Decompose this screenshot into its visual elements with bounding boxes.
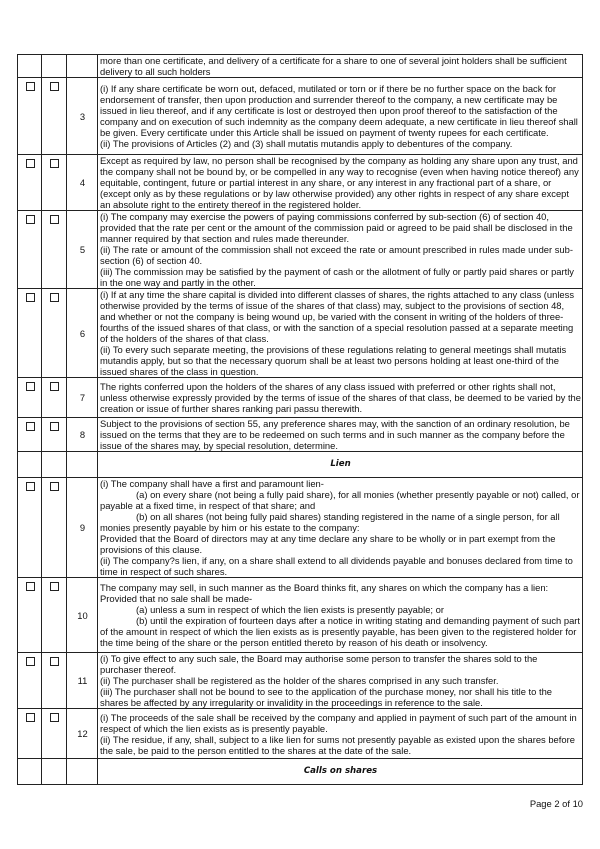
section-heading: Lien <box>330 459 351 469</box>
article-text-cell <box>98 211 583 289</box>
checkbox-first[interactable] <box>26 159 35 168</box>
article-row <box>18 211 583 289</box>
article-number: 10 <box>67 578 98 653</box>
article-paragraph: (b) until the expiration of fourteen days after a notice in writing stating and demanding payment of such part of the amount in respect of which the lien exists as is presently payable, has been given to the registered holder for the time being of the share or the person entitled thereto by reason of his death or insolvency. <box>100 615 581 648</box>
article-row <box>18 578 583 653</box>
article-paragraph: (iii) The commission may be satisfied by the payment of cash or the allotment of fully or partly paid shares or partly in the one way and partly in the other. <box>100 266 574 288</box>
checkbox-first-cell <box>18 378 42 418</box>
checkbox-first-cell <box>18 452 42 478</box>
article-text-cell <box>98 709 583 759</box>
article-paragraph: (b) on all shares (not being fully paid shares) standing registered in the name of a single person, for all monies presently payable by him or his estate to the company: <box>100 511 560 533</box>
article-row <box>18 289 583 378</box>
checkbox-first-cell <box>18 578 42 653</box>
checkbox-first-cell <box>18 759 42 785</box>
article-paragraph: Provided that the Board of directors may at any time declare any share to be wholly or in part exempt from the provisions of this clause. <box>100 533 556 555</box>
checkbox-first-cell <box>18 155 42 211</box>
checkbox-first[interactable] <box>26 82 35 91</box>
article-text-cell <box>98 155 583 211</box>
article-number: 4 <box>67 155 98 211</box>
page-number: Page 2 of 10 <box>529 798 583 809</box>
article-text-cell <box>98 578 583 653</box>
checkbox-second-cell <box>42 211 67 289</box>
checkbox-first[interactable] <box>26 215 35 224</box>
checkbox-second-cell <box>42 759 67 785</box>
checkbox-second[interactable] <box>50 159 59 168</box>
checkbox-second-cell <box>42 418 67 452</box>
article-paragraph: (i) If at any time the share capital is divided into different classes of shares, the rights attached to any class (unless otherwise provided by the terms of issue of the shares of that class) may, subject to the provisions of section 48, and whether or not the company is being wound up, be varied with the consent in writing of the holders of three-fourths of the issued shares of that class, or with the sanction of a special resolution passed at a separate meeting of the holders of the shares of that class. <box>100 289 575 344</box>
article-row <box>18 709 583 759</box>
article-paragraph: (a) unless a sum in respect of which the lien exists is presently payable; or <box>136 604 444 615</box>
article-paragraph: Subject to the provisions of section 55, any preference shares may, with the sanction of an ordinary resolution, be issued on the terms that they are to be redeemed on such terms and in such manner as the company before the issue of the shares may, by special resolution, determine. <box>100 418 570 451</box>
article-number: 12 <box>67 709 98 759</box>
article-text-cell <box>98 378 583 418</box>
article-number: 8 <box>67 418 98 452</box>
section-heading: Calls on shares <box>303 766 378 776</box>
checkbox-second-cell <box>42 289 67 378</box>
checkbox-second-cell <box>42 378 67 418</box>
article-paragraph: (iii) The purchaser shall not be bound to see to the application of the purchase money, nor shall his title to the shares be affected by any irregularity or invalidity in the proceedings in reference to the sale. <box>100 686 553 708</box>
section-heading-row <box>18 759 583 785</box>
checkbox-second-cell <box>42 452 67 478</box>
checkbox-first[interactable] <box>26 293 35 302</box>
article-row <box>18 155 583 211</box>
checkbox-second-cell <box>42 578 67 653</box>
article-row <box>18 418 583 452</box>
checkbox-second-cell <box>42 155 67 211</box>
articles-table <box>17 54 583 785</box>
article-text-cell <box>98 289 583 378</box>
article-number <box>67 759 98 785</box>
checkbox-first[interactable] <box>26 482 35 491</box>
article-paragraph: (i) The company may exercise the powers of paying commissions conferred by sub-section (6) of section 40, provided that the rate per cent or the amount of the commission paid or agreed to be paid shall be disclosed in the manner required by that section and rules made thereunder. <box>100 211 573 244</box>
article-row <box>18 55 583 78</box>
article-paragraph: Except as required by law, no person shall be recognised by the company as holding any share upon any trust, and the company shall not be bound by, or be compelled in any way to recognise (even when having notice thereof) any equitable, contingent, future or partial interest in any share, or any interest in any fractional part of a share, or (except only as by these regulations or by law otherwise provided) any other rights in respect of any share except an absolute right to the entirety thereof in the registered holder. <box>100 155 579 210</box>
checkbox-first[interactable] <box>26 382 35 391</box>
article-paragraph: The company may sell, in such manner as the Board thinks fit, any shares on which the company has a lien: Provided that no sale shall be made- <box>100 582 549 604</box>
article-paragraph: (ii) The provisions of Articles (2) and (3) shall mutatis mutandis apply to debentures of the company. <box>100 138 513 149</box>
article-paragraph: (a) on every share (not being a fully paid share), for all monies (whether presently payable or not) called, or payable at a fixed time, in respect of that share; and <box>100 489 580 511</box>
checkbox-second-cell <box>42 478 67 578</box>
article-number: 5 <box>67 211 98 289</box>
article-text-cell <box>98 78 583 155</box>
checkbox-second-cell <box>42 709 67 759</box>
checkbox-first-cell <box>18 78 42 155</box>
article-number <box>67 55 98 78</box>
articles-table-body <box>18 55 583 785</box>
article-row <box>18 478 583 578</box>
article-number <box>67 452 98 478</box>
article-paragraph: (i) The proceeds of the sale shall be received by the company and applied in payment of such part of the amount in respect of which the lien exists as is presently payable. <box>100 711 577 734</box>
article-paragraph: (i) To give effect to any such sale, the Board may authorise some person to transfer the shares sold to the purchaser thereof. <box>100 653 538 675</box>
article-text-cell <box>98 759 583 785</box>
checkbox-first-cell <box>18 478 42 578</box>
article-number: 9 <box>67 478 98 578</box>
checkbox-first-cell <box>18 653 42 709</box>
checkbox-second[interactable] <box>50 713 59 722</box>
article-paragraph: (ii) The residue, if any, shall, subject to a like lien for sums not presently payable as existed upon the shares before the sale, be paid to the person entitled to the shares at the date of the sale. <box>100 733 575 756</box>
section-heading-row <box>18 452 583 478</box>
article-text-cell <box>98 55 583 78</box>
checkbox-second-cell <box>42 78 67 155</box>
article-paragraph: (ii) The rate or amount of the commission shall not exceed the rate or amount prescribed in rules made under sub-section (6) of section 40. <box>100 244 573 266</box>
article-paragraph: The rights conferred upon the holders of the shares of any class issued with preferred or other rights shall not, unless otherwise expressly provided by the terms of issue of the shares of that class, be deemed to be varied by the creation or issue of further shares ranking pari passu therewith. <box>100 381 581 414</box>
checkbox-second[interactable] <box>50 382 59 391</box>
article-number: 6 <box>67 289 98 378</box>
article-text-cell <box>98 418 583 452</box>
article-number: 11 <box>67 653 98 709</box>
article-paragraph: (i) If any share certificate be worn out, defaced, mutilated or torn or if there be no further space on the back for endorsement of transfer, then upon production and surrender thereof to the company, a new certificate may be issued in lieu thereof, and if any certificate is lost or destroyed then upon proof thereof to the satisfaction of the company and on execution of such indemnity as the company deem adequate, a new certificate in lieu thereof shall be given. Every certificate under this Article shall be issued on payment of twenty rupees for each certificate. <box>100 83 578 138</box>
checkbox-second[interactable] <box>50 293 59 302</box>
article-paragraph: (ii) The company?s lien, if any, on a share shall extend to all dividends payable and bonuses declared from time to time in respect of such shares. <box>100 555 573 577</box>
checkbox-first[interactable] <box>26 713 35 722</box>
checkbox-second[interactable] <box>50 482 59 491</box>
article-paragraph: more than one certificate, and delivery of a certificate for a share to one of several joint holders shall be sufficient delivery to all such holders <box>100 55 567 77</box>
checkbox-first[interactable] <box>26 422 35 431</box>
checkbox-first[interactable] <box>26 657 35 666</box>
checkbox-first[interactable] <box>26 582 35 591</box>
article-number: 7 <box>67 378 98 418</box>
article-row <box>18 653 583 709</box>
article-row <box>18 78 583 155</box>
article-number: 3 <box>67 78 98 155</box>
checkbox-first-cell <box>18 55 42 78</box>
checkbox-first-cell <box>18 289 42 378</box>
checkbox-first-cell <box>18 709 42 759</box>
checkbox-second[interactable] <box>50 657 59 666</box>
checkbox-second[interactable] <box>50 582 59 591</box>
checkbox-first-cell <box>18 211 42 289</box>
article-paragraph: (ii) The purchaser shall be registered as the holder of the shares comprised in any such transfer. <box>100 675 499 686</box>
article-text-cell <box>98 452 583 478</box>
checkbox-second-cell <box>42 653 67 709</box>
checkbox-second[interactable] <box>50 215 59 224</box>
checkbox-second-cell <box>42 55 67 78</box>
checkbox-first-cell <box>18 418 42 452</box>
article-text-cell <box>98 653 583 709</box>
article-text-cell <box>98 478 583 578</box>
checkbox-second[interactable] <box>50 422 59 431</box>
checkbox-second[interactable] <box>50 82 59 91</box>
article-paragraph: (ii) To every such separate meeting, the provisions of these regulations relating to general meetings shall mutatis mutandis apply, but so that the necessary quorum shall be at least two persons holding at least one-third of the issued shares of the class in question. <box>100 344 567 377</box>
article-paragraph: (i) The company shall have a first and paramount lien- <box>100 478 324 489</box>
article-row <box>18 378 583 418</box>
